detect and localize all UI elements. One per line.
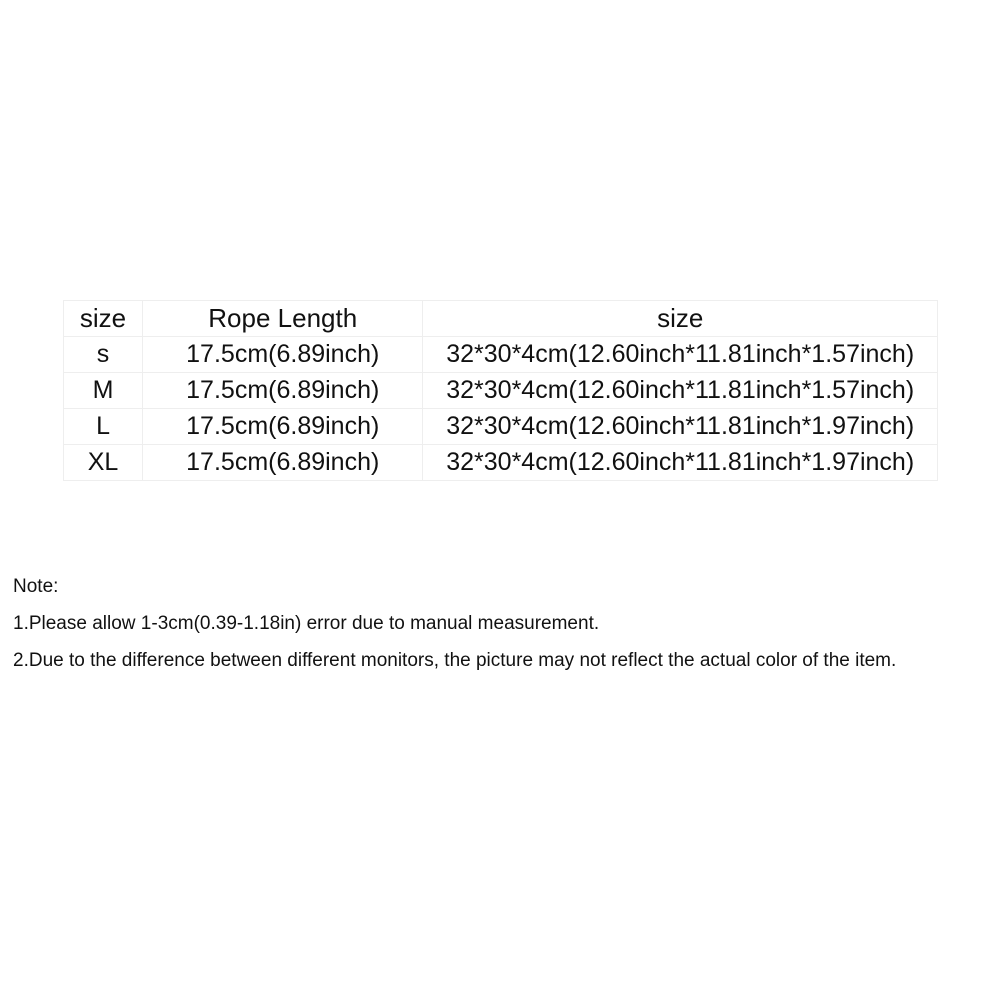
header-rope-length: Rope Length [143,301,423,337]
cell-size: XL [64,445,143,481]
table-row [64,409,938,445]
note-item: 2.Due to the difference between different monitors, the picture may not reflect the actual color of the item. [13,650,897,671]
cell-size: M [64,373,143,409]
cell-rope-length: 17.5cm(6.89inch) [143,337,423,373]
header-dimensions: size [423,301,938,337]
size-table [63,300,938,481]
table-row [64,445,938,481]
notes-section [13,574,998,685]
cell-rope-length: 17.5cm(6.89inch) [143,373,423,409]
cell-size: L [64,409,143,445]
table-header-row [64,301,938,337]
cell-dimensions: 32*30*4cm(12.60inch*11.81inch*1.97inch) [423,445,938,481]
table-row [64,373,938,409]
table-row [64,337,938,373]
cell-rope-length: 17.5cm(6.89inch) [143,445,423,481]
cell-dimensions: 32*30*4cm(12.60inch*11.81inch*1.57inch) [423,337,938,373]
cell-dimensions: 32*30*4cm(12.60inch*11.81inch*1.57inch) [423,373,938,409]
cell-rope-length: 17.5cm(6.89inch) [143,409,423,445]
cell-size: s [64,337,143,373]
cell-dimensions: 32*30*4cm(12.60inch*11.81inch*1.97inch) [423,409,938,445]
header-size: size [64,301,143,337]
note-item: 1.Please allow 1-3cm(0.39-1.18in) error due to manual measurement. [13,613,600,634]
notes-heading: Note: [13,576,59,597]
